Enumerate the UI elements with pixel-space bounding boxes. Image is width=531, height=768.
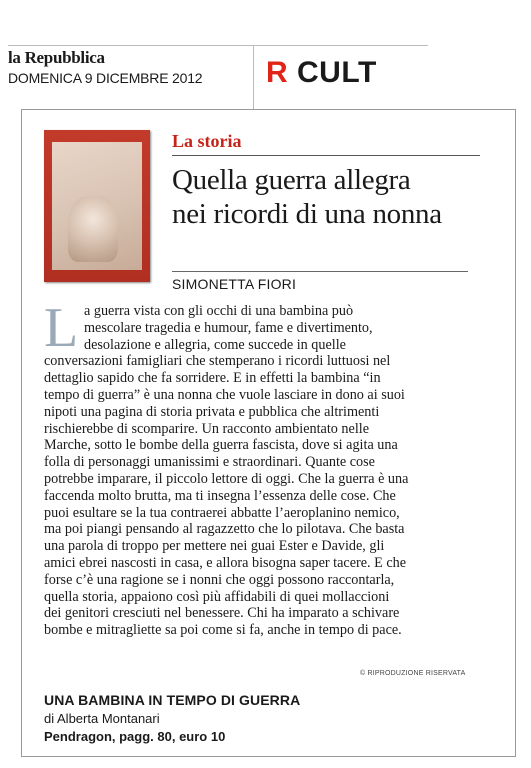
newspaper-name: la Repubblica [8, 48, 105, 67]
body-line: puoi esultare se la tua contraerei abbatte l’aeroplanino nemico, [44, 504, 400, 521]
body-line: amici ebrei nascosti in casa, e allora bisogna saper tacere. E che [44, 554, 407, 571]
body-line: ma poi piangi pensando al ragazzetto che lo pilotava. Che basta [44, 521, 405, 538]
body-line: dettaglio sapido che fa sorridere. E in effetti la bambina “in [44, 370, 381, 387]
issue-date: DOMENICA 9 DICEMBRE 2012 [8, 70, 203, 86]
body-line: faccenda molto brutta, ma ti insegna l’essenza delle cose. Che [44, 487, 396, 504]
byline-rule [172, 271, 468, 272]
body-line: bombe e mitragliette sa poi come si fa, anche in tempo di pace. [44, 622, 402, 639]
cover-photo [52, 142, 142, 270]
section-logo [266, 58, 377, 88]
article-kicker: La storia [172, 131, 242, 151]
masthead-top-rule [8, 45, 428, 46]
body-line: nipoti una pagina di storia privata e pubblica che altrimenti [44, 403, 380, 420]
article-headline [172, 163, 492, 231]
body-line: Marche, sotto le bombe della guerra fascista, dove si agita una [44, 437, 398, 454]
body-line: folla di personaggi umanissimi e straordinari. Quante cose [44, 454, 375, 471]
body-line: potrebbe imparare, il piccolo lettore di oggi. Che la guerra è una [44, 470, 409, 487]
cover-child-figure [68, 196, 118, 262]
body-line: dei genitori cresciuti nel benessere. Chi ha imparato a schivare [44, 605, 400, 622]
section-logo-name: CULT [297, 56, 377, 89]
body-line: a guerra vista con gli occhi di una bambina può [84, 303, 354, 319]
section-logo-r: R [266, 56, 289, 89]
book-publisher-info: Pendragon, pagg. 80, euro 10 [44, 729, 226, 744]
body-line: desolazione e allegria, come succede in quelle [84, 336, 346, 353]
body-line: forse c’è una ragione se i nonni che oggi possono raccontarla, [44, 571, 395, 588]
body-line: mescolare tragedia e humour, fame e divertimento, [84, 319, 373, 336]
book-author: di Alberta Montanari [44, 711, 160, 726]
body-line: quella storia, appaiono così più affidabili di quei mollaccioni [44, 588, 390, 605]
body-line: tempo di guerra” è una nonna che vuole lasciare in dono ai suoi [44, 386, 405, 403]
headline-line-2: nei ricordi di una nonna [172, 198, 442, 230]
book-cover-image [44, 130, 150, 282]
article-byline: SIMONETTA FIORI [172, 276, 297, 292]
masthead [8, 48, 258, 86]
headline-line-1: Quella guerra allegra [172, 164, 411, 196]
book-title: UNA BAMBINA IN TEMPO DI GUERRA [44, 692, 301, 708]
article-body [44, 303, 484, 639]
copyright-notice: © RIPRODUZIONE RISERVATA [360, 670, 466, 677]
body-line: rischierebbe di scomparire. Un racconto ambientato nelle [44, 420, 369, 437]
masthead-divider [253, 45, 254, 109]
drop-cap: L [44, 297, 79, 359]
kicker-rule [172, 155, 480, 156]
body-line: una parola di troppo per mettere nei guai Ester e Davide, gli [44, 538, 385, 555]
body-line: conversazioni famigliari che stemperano i ricordi luttuosi nel [44, 353, 391, 370]
